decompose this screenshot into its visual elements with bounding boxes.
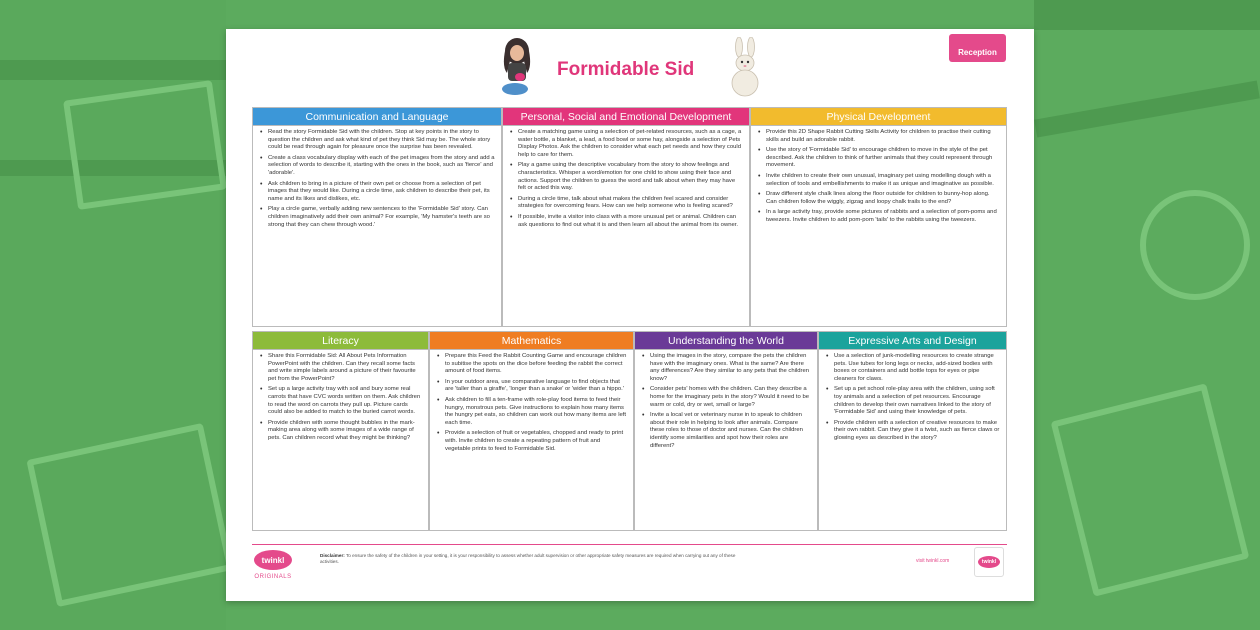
planning-sheet [226, 29, 1034, 601]
section-arts [818, 331, 1007, 531]
section-title: Communication and Language [253, 108, 501, 126]
section-physical [750, 107, 1007, 327]
section-title: Physical Development [751, 108, 1006, 126]
twinkl-badge-logo [974, 547, 1004, 577]
section-title: Literacy [253, 332, 428, 350]
twinkl-logo [252, 548, 294, 592]
section-literacy [252, 331, 429, 531]
background-shelf [1034, 81, 1260, 138]
section-world [634, 331, 818, 531]
background-circle [1140, 190, 1250, 300]
list-item: • Invite children to create their own unusual, imaginary pet using modelling dough with a selection of tools and embellishments to make it as unique and imaginative as possible. [757, 173, 1000, 188]
list-item: • Share this Formidable Sid: All About Pets Information PowerPoint with the children. Can they recall some facts and write simple labels around a picture of their favourite pet from the PowerPoint? [259, 353, 422, 383]
rabbit-character-icon [728, 37, 762, 99]
background-shelf [1034, 0, 1260, 30]
background-board [63, 80, 227, 210]
list-item: • Consider pets' homes with the children. Can they describe a home for the imaginary pets in the story? Would it need to be warm or cold, dry or wet, small or large? [641, 386, 811, 409]
list-item: • Prepare this Feed the Rabbit Counting Game and encourage children to subitise the spots on the dice before feeding the rabbit the correct amount of food items. [436, 353, 627, 376]
list-item: • During a circle time, talk about what makes the children feel scared and consider strategies for overcoming fears. How can we help someone who is feeling scared? [509, 196, 743, 211]
list-item: • Ask children to fill a ten-frame with role-play food items to feed their hungry, monstrous pets. Give instructions to explain how many items the hungry pet eats, so children can work out how many items are left each time. [436, 397, 627, 427]
list-item: • If possible, invite a visitor into class with a more unusual pet or animal. Children can ask questions to find out what it is and then learn all about the animal from its owner. [509, 214, 743, 229]
logo-subtitle: ORIGINALS [254, 574, 292, 580]
section-title: Expressive Arts and Design [819, 332, 1006, 350]
list-item: • Provide children with some thought bubbles in the mark-making area along with some images of a wide range of pets. Can children record what they might be thinking? [259, 420, 422, 443]
list-item: • Read the story Formidable Sid with the children. Stop at key points in the story to question the children and ask what kind of pet they think Sid may be. The whole story could be read through again for pleasure once the surprise has been revealed. [259, 129, 495, 152]
list-item: • Use the story of 'Formidable Sid' to encourage children to move in the style of the pet described. Ask the children to think of further animals that they could represent through movement. [757, 147, 1000, 170]
list-item: • Create a class vocabulary display with each of the pet images from the story and add a selection of words to describe it, starting with the ones in the book, such as 'fierce' and 'adorable'. [259, 155, 495, 178]
footer-divider [252, 544, 1007, 545]
list-item: • Set up a large activity tray with soil and bury some real carrots that have CVC words written on them. Ask children to read the word on carrots they pull up. Picture cards could also be added to match to the buried carrot words. [259, 386, 422, 416]
section-communication [252, 107, 502, 327]
list-item: • Play a game using the descriptive vocabulary from the story to show feelings and characteristics. Whisper a word/emotion for one child to show using their face and actions. Support the children to guess the word and talk about when they may have felt or acted this way. [509, 162, 743, 192]
disclaimer [320, 553, 740, 566]
background-board [1051, 383, 1250, 596]
sheet-header [226, 29, 1034, 103]
site-link[interactable]: visit twinkl.com [916, 558, 950, 564]
page-title: Formidable Sid [557, 59, 695, 80]
section-title: Understanding the World [635, 332, 817, 350]
disclaimer-label: Disclaimer: [320, 553, 345, 558]
list-item: • In a large activity tray, provide some pictures of rabbits and a selection of pom-poms and tweezers. Invite children to add pom-pom 'tails' to the rabbits using the tweezers. [757, 209, 1000, 224]
list-item: • Use a selection of junk-modelling resources to create strange pets. Use tubes for long legs or necks, add-sized bodies with boxes or containers and add bottle tops for eyes or pipe cleaners for claws. [825, 353, 1000, 383]
background-shelf [0, 60, 226, 80]
logo-text: twinkl [254, 550, 292, 570]
list-item: • Provide a selection of fruit or vegetables, chopped and ready to print with. Invite children to create a repeating pattern of fruit and vegetable prints to feed to Formidable Sid. [436, 430, 627, 453]
age-badge: Reception [949, 34, 1006, 62]
section-title: Mathematics [430, 332, 633, 350]
list-item: • In your outdoor area, use comparative language to find objects that are 'taller than a giraffe', 'longer than a snake' or 'wider than a hippo.' [436, 379, 627, 394]
list-item: • Invite a local vet or veterinary nurse in to speak to children about their role in helping to look after animals. Compare these roles to those of doctor and nurses. Can the children identify some similarities and spot how their roles are different? [641, 412, 811, 450]
list-item: • Play a circle game, verbally adding new sentences to the 'Formidable Sid' story. Can children imaginatively add their own animal? For example, 'My hamster's teeth are so strong that they can chew through wood.' [259, 206, 495, 229]
list-item: • Provide this 2D Shape Rabbit Cutting Skills Activity for children to practise their cutting skills and build an adorable rabbit. [757, 129, 1000, 144]
list-item: • Provide children with a selection of creative resources to make their own rabbit. Can they give it a twist, such as fierce claws or glowing eyes as described in the story? [825, 420, 1000, 443]
list-item: • Create a matching game using a selection of pet-related resources, such as a cage, a water bottle, a blanket, a lead, a food bowl or some hay, alongside a selection of Pets Display Photos. Ask the children to consider what each pet needs and how they could help to care for them. [509, 129, 743, 159]
list-item: • Draw different style chalk lines along the floor outside for children to bunny-hop along. Can children follow the wiggly, zigzag and loopy chalk trails to the end? [757, 191, 1000, 206]
section-title: Personal, Social and Emotional Development [503, 108, 749, 126]
list-item: • Using the images in the story, compare the pets the children have with the imaginary ones. What is the same? Are there any differences? Are they similar to any pets that the children know? [641, 353, 811, 383]
badge-logo-text: twinkl [978, 556, 1000, 568]
girl-character-icon [498, 37, 536, 99]
disclaimer-text: To ensure the safety of the children in your setting, it is your responsibility to assess whether adult supervision or other appropriate safety measures are required when carrying out any of these activities. [320, 553, 736, 565]
list-item: • Ask children to bring in a picture of their own pet or choose from a selection of pet images that they would like. During a circle time, ask children to describe their pet, its name and its likes and dislikes, etc. [259, 181, 495, 204]
list-item: • Set up a pet school role-play area with the children, using soft toy animals and a selection of pet resources. Encourage children to develop their own narratives linked to the story of 'Formidable Sid' and using their knowledge of pets. [825, 386, 1000, 416]
section-personal [502, 107, 750, 327]
section-mathematics [429, 331, 634, 531]
